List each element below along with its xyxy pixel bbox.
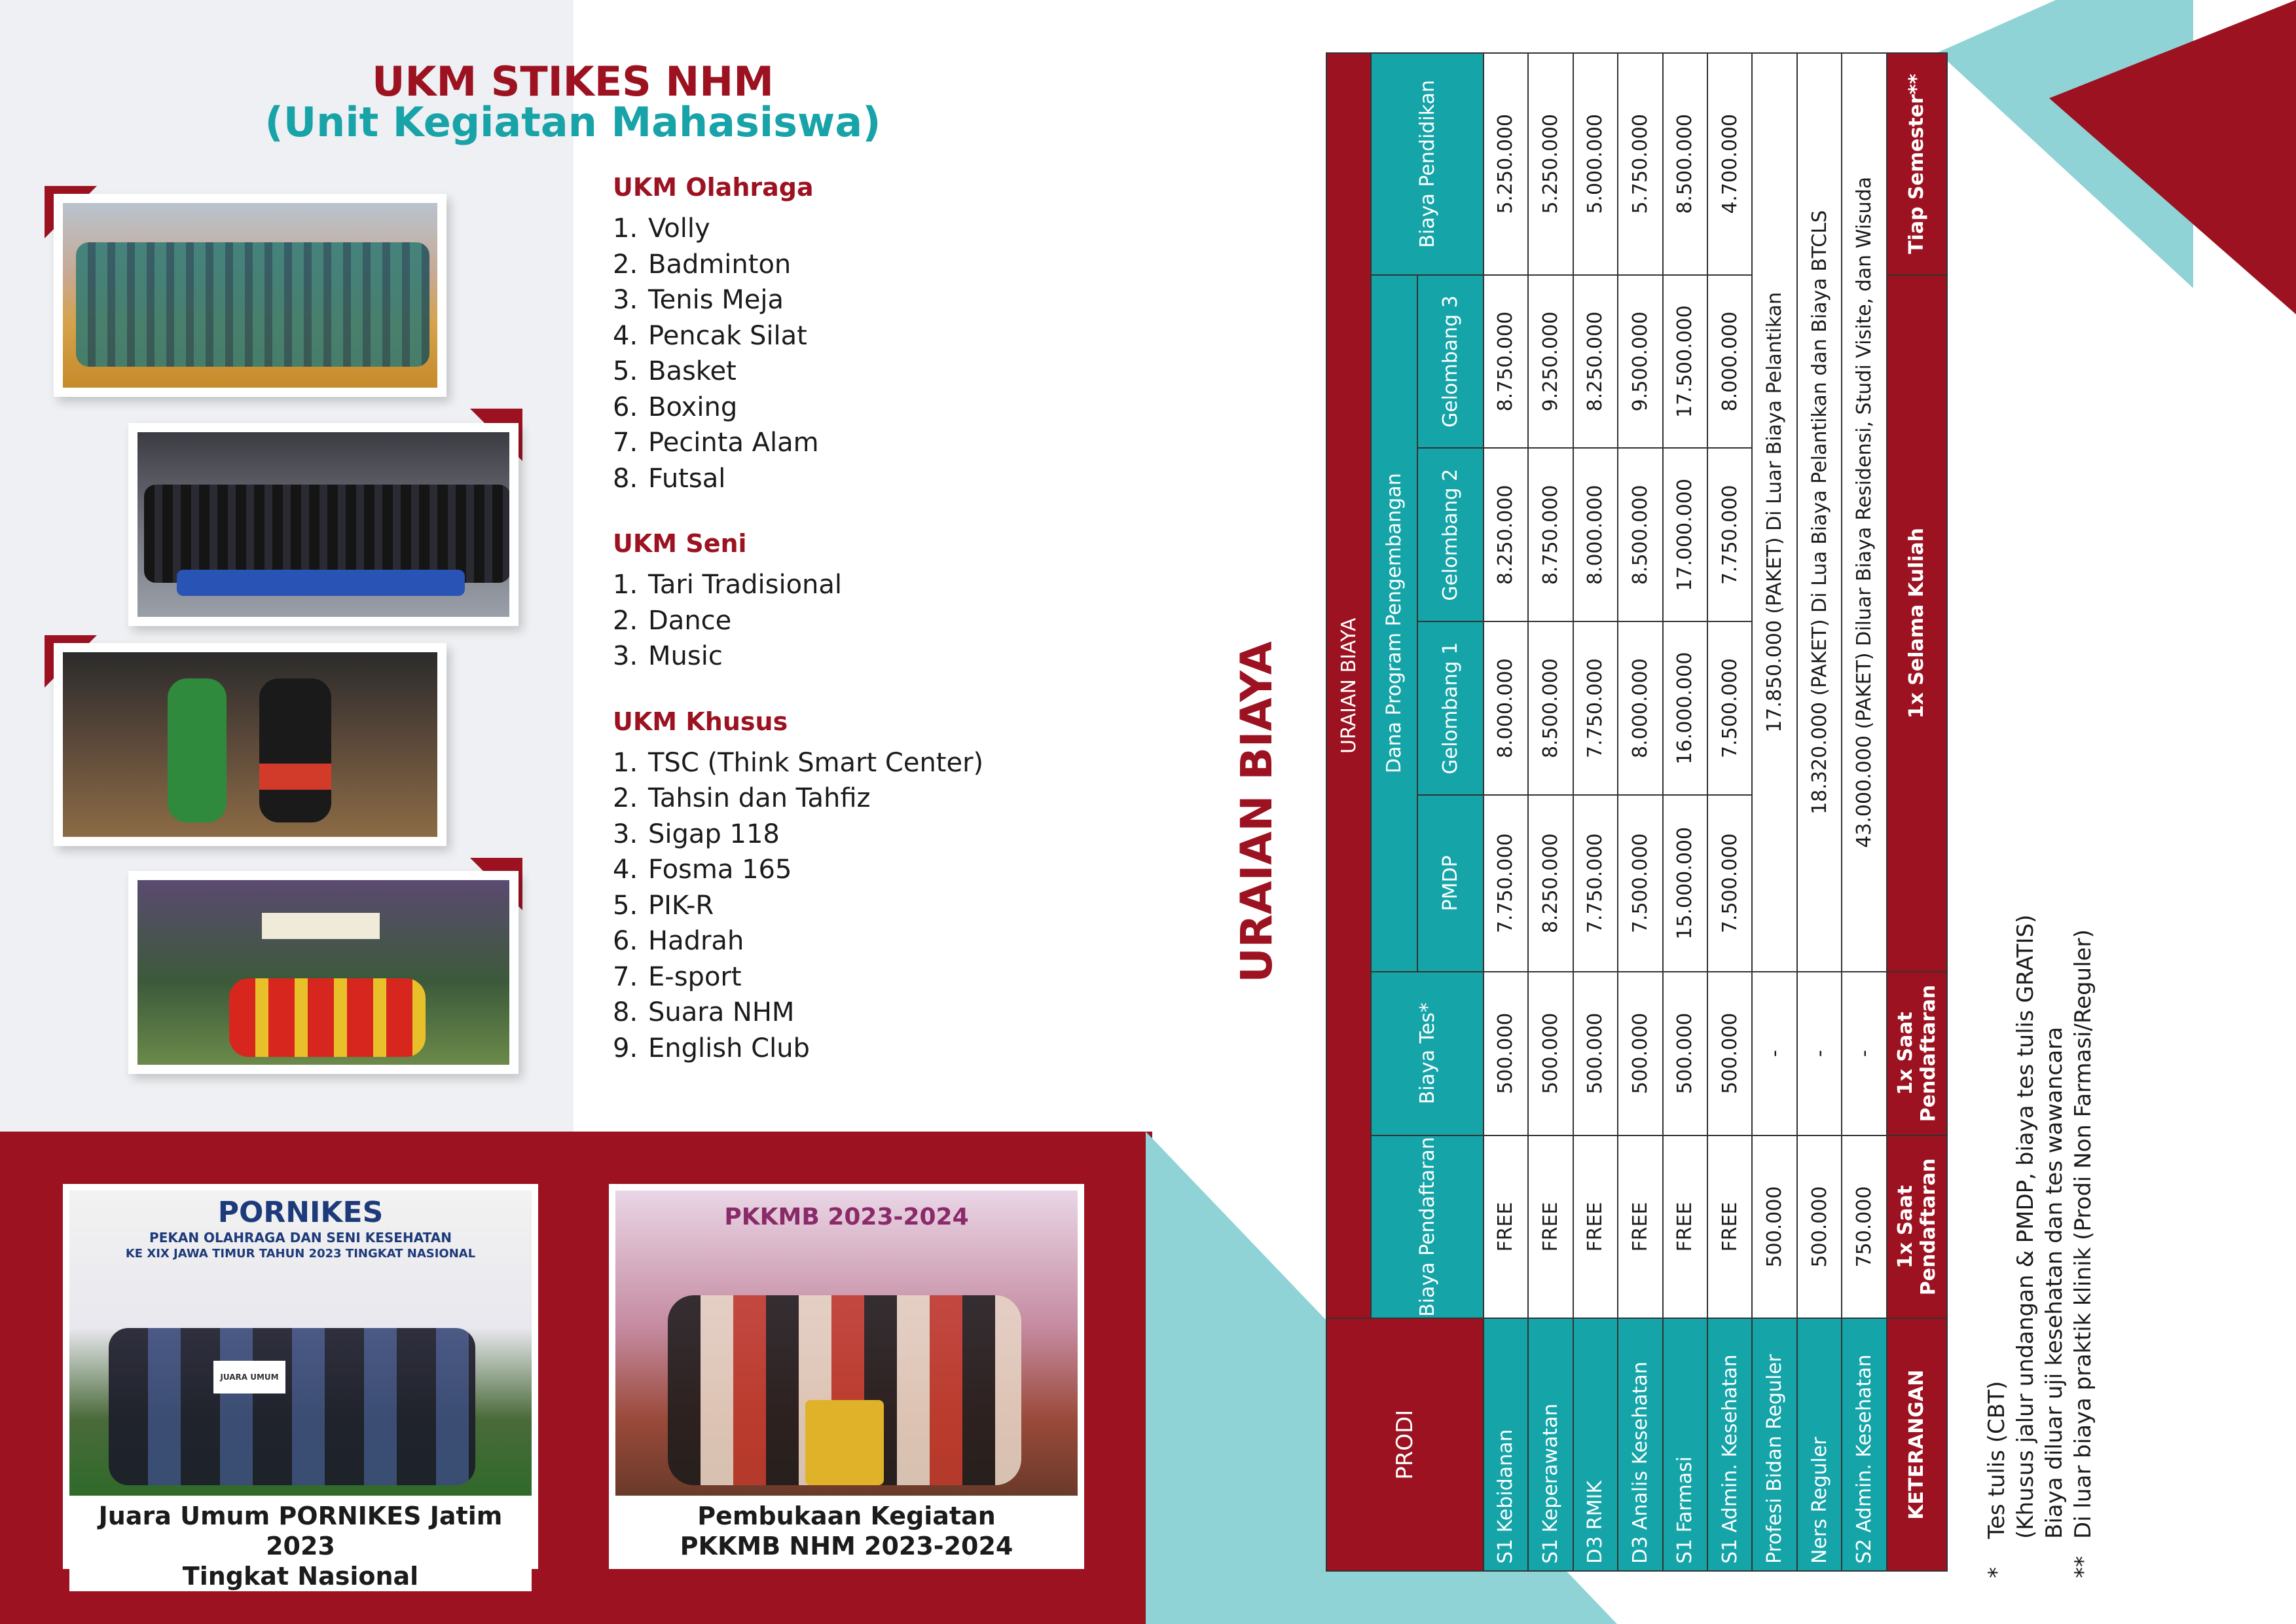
table-row: S1 Farmasi FREE 500.000 15.000.000 16.000.000 17.000.000 17.500.000 8.500.000 — [1663, 53, 1707, 1571]
list-item: 8. Futsal — [613, 463, 726, 494]
list-item: 2. Dance — [613, 605, 732, 636]
photo-group-team — [128, 423, 519, 626]
corner-decoration — [1938, 0, 2296, 327]
list-item: 7. E-sport — [613, 961, 742, 992]
list-item: 1. Tari Tradisional — [613, 570, 843, 600]
biaya-table — [1326, 52, 1948, 1572]
photo-pornikes: PORNIKES PEKAN OLAHRAGA DAN SENI KESEHATAN KE XIX JAWA TIMUR TAHUN 2023 TINGKAT NASIONAL JUARA UMUM — [69, 1190, 532, 1496]
list-item: 3. Tenis Meja — [613, 285, 784, 316]
photo-pkkmb-card — [609, 1184, 1084, 1569]
ukm-title: UKM STIKES NHM — [372, 58, 774, 105]
list-item: 3. Sigap 118 — [613, 819, 780, 849]
caption-pornikes: Juara Umum PORNIKES Jatim 2023 Tingkat Nasional — [69, 1496, 532, 1591]
list-item: 1. TSC (Think Smart Center) — [613, 747, 984, 778]
table-row: D3 Analis Kesehatan FREE 500.000 7.500.000 8.000.000 8.500.000 9.500.000 5.750.000 — [1618, 53, 1662, 1571]
group-title: UKM Seni — [613, 529, 747, 558]
table-row: Ners Reguler 500.000 - 18.320.000 (PAKET) Di Lua Biaya Pelantikan dan Biaya BTCLS — [1797, 53, 1842, 1571]
notes-wrap — [1984, 864, 2108, 1578]
list-item: 4. Pencak Silat — [613, 320, 807, 351]
ukm-lists — [613, 173, 1150, 1066]
header-dpp: Dana Program Pengembangan — [1371, 275, 1417, 972]
list-item: 2. Tahsin dan Tahfiz — [613, 783, 871, 814]
group-title: UKM Khusus — [613, 707, 788, 736]
list-item: 5. Basket — [613, 356, 737, 387]
header-uraian: URAIAN BIAYA — [1326, 53, 1371, 1318]
table-row: S2 Admin. Kesehatan 750.000 - 43.000.000 (PAKET) Diluar Biaya Residensi, Studi Visite, dan Wisuda — [1842, 53, 1886, 1571]
header-prodi: PRODI — [1326, 1318, 1484, 1571]
note-line: Biaya diluar uji kesehatan dan tes wawancara — [2041, 1027, 2068, 1539]
header-g2: Gelombang 2 — [1417, 448, 1484, 621]
ukm-group-khusus — [613, 707, 1150, 1067]
group-title: UKM Olahraga — [613, 173, 814, 202]
biaya-table-wrap — [1326, 52, 1948, 1572]
ukm-subtitle: (Unit Kegiatan Mahasiswa) — [264, 98, 881, 146]
list-item: 4. Fosma 165 — [613, 855, 792, 885]
photo-dance — [128, 871, 519, 1074]
list-item: 9. English Club — [613, 1033, 810, 1063]
table-row: Profesi Bidan Reguler 500.000 - 17.850.000 (PAKET) Di Luar Biaya Pelantikan — [1752, 53, 1796, 1571]
table-row: S1 Kebidanan FREE 500.000 7.750.000 8.000.000 8.250.000 8.750.000 5.250.000 — [1484, 53, 1528, 1571]
note-line: ** Di luar biaya praktik klinik (Prodi Non Farmasi/Reguler) — [2070, 929, 2096, 1578]
table-row: D3 RMIK FREE 500.000 7.750.000 7.750.000 8.000.000 8.250.000 5.000.000 — [1573, 53, 1618, 1571]
photo-volly-team — [54, 194, 446, 397]
table-row: S1 Admin. Kesehatan FREE 500.000 7.500.000 7.500.000 7.750.000 8.000.000 4.700.000 — [1707, 53, 1752, 1571]
list-item: 7. Pecinta Alam — [613, 428, 819, 458]
list-item: 1. Volly — [613, 213, 710, 244]
list-item: 3. Music — [613, 641, 723, 672]
header-pendaftaran: Biaya Pendaftaran — [1371, 1135, 1483, 1319]
list-item: 6. Hadrah — [613, 926, 744, 957]
keterangan-row: KETERANGAN 1x Saat Pendaftaran 1x Saat Pendaftaran 1x Selama Kuliah Tiap Semester** — [1887, 53, 1947, 1571]
table-row: S1 Keperawatan FREE 500.000 8.250.000 8.500.000 8.750.000 9.250.000 5.250.000 — [1528, 53, 1573, 1571]
photo-pornikes-card — [63, 1184, 538, 1591]
list-item: 5. PIK-R — [613, 890, 714, 921]
note-line: (Khusus jalur undangan & PMDP, biaya tes tulis GRATIS) — [2013, 914, 2039, 1539]
section-title: URAIAN BIAYA — [1231, 641, 1282, 983]
note-line: * Tes tulis (CBT) — [1984, 1380, 2010, 1578]
header-tes: Biaya Tes* — [1371, 972, 1483, 1135]
photo-pkkmb: PKKMB 2023-2024 — [615, 1190, 1078, 1496]
header-g1: Gelombang 1 — [1417, 621, 1484, 795]
list-item: 8. Suara NHM — [613, 997, 795, 1028]
ukm-group-olahraga — [613, 173, 1150, 496]
list-item: 2. Badminton — [613, 249, 792, 280]
ukm-group-seni — [613, 529, 1150, 674]
caption-pkkmb: Pembukaan Kegiatan PKKMB NHM 2023-2024 — [615, 1496, 1078, 1561]
header-g3: Gelombang 3 — [1417, 275, 1484, 449]
list-item: 6. Boxing — [613, 392, 738, 422]
header-pendidikan: Biaya Pendidikan — [1371, 53, 1483, 275]
photo-pencak-silat — [54, 643, 446, 846]
section-title-wrap — [1218, 616, 1296, 1008]
header-pmdp: PMDP — [1417, 795, 1484, 972]
